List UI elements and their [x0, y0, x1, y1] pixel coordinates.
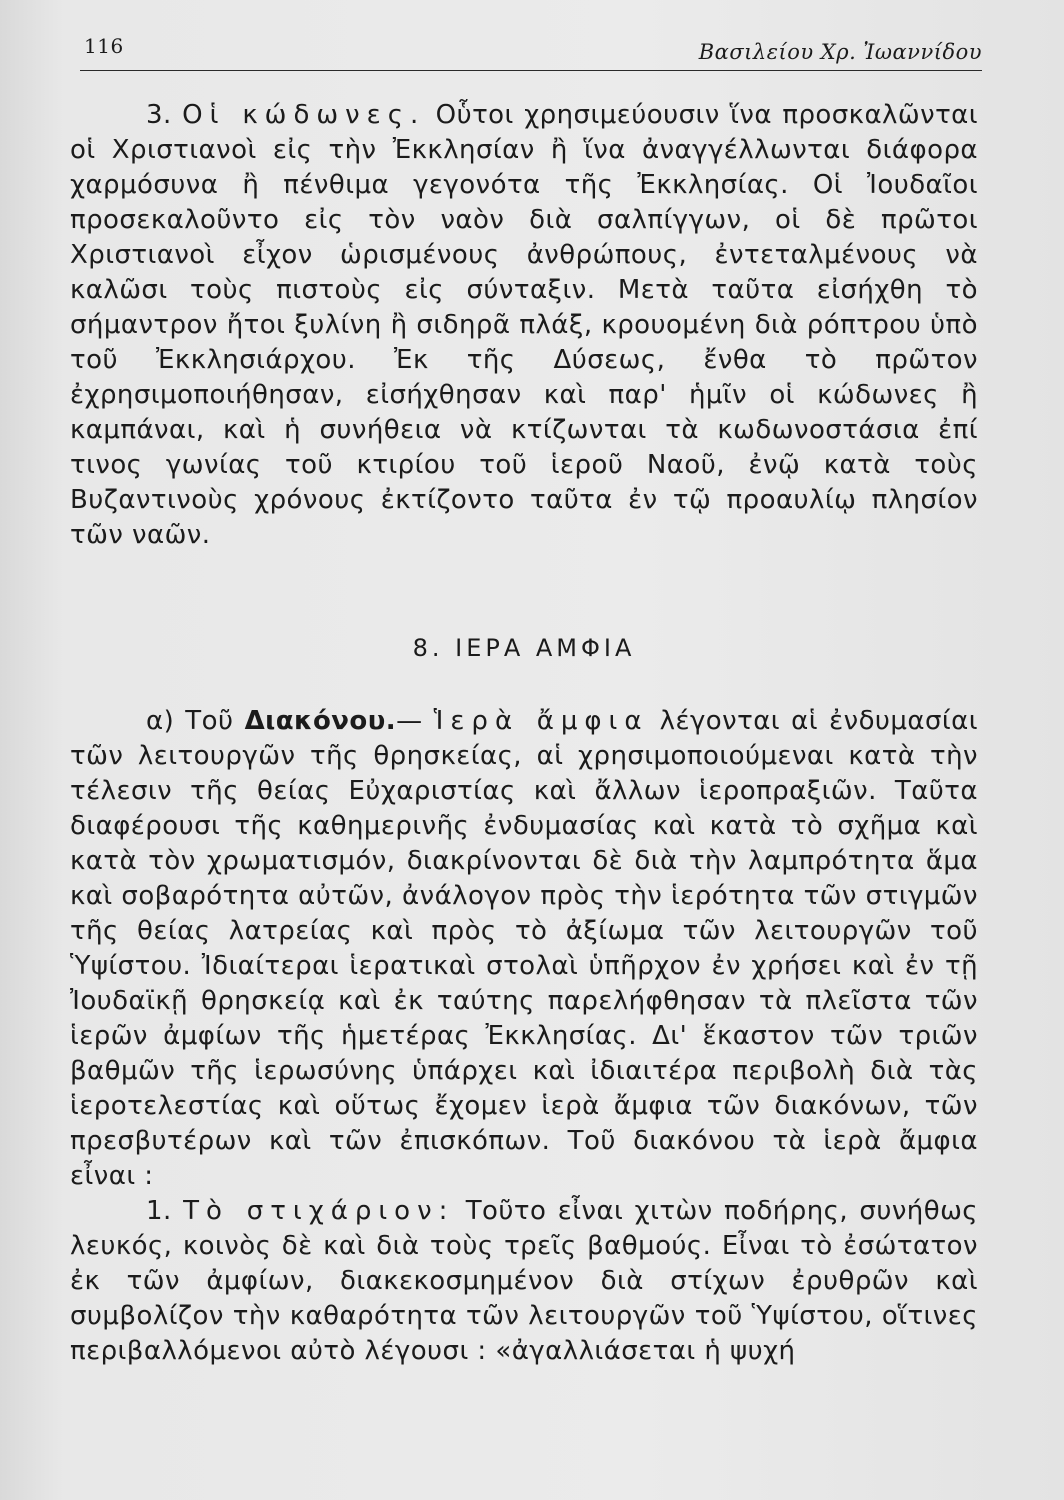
section-bells	[70, 98, 978, 553]
section-vestments	[70, 704, 978, 1369]
bells-text: Οὗτοι χρησιμεύουσιν ἵνα προσκαλῶνται οἱ Χριστιανοὶ εἰς τὴν Ἐκκλησίαν ἢ ἵνα ἀναγγέλλωνται διάφορα χαρμόσυνα ἢ πένθιμα γεγονότα τῆς Ἐκκλησίας. Οἱ Ἰουδαῖοι προσεκαλοῦντο εἰς τὸν ναὸν διὰ σαλπίγγων, οἱ δὲ πρῶτοι Χριστιανοὶ εἶχον ὡρισμένους ἀνθρώπους, ἐντεταλμένους νὰ καλῶσι τοὺς πιστοὺς εἰς σύνταξιν. Μετὰ ταῦτα εἰσήχθη τὸ σήμαντρον ἤτοι ξυλίνη ἢ σιδηρᾶ πλάξ, κρουομένη διὰ ρόπτρου ὑπὸ τοῦ Ἐκκλησιάρχου. Ἐκ τῆς Δύσεως, ἔνθα τὸ πρῶτον ἐχρησιμοποιήθησαν, εἰσήχθησαν καὶ παρ' ἡμῖν οἱ κώδωνες ἢ καμπάναι, καὶ ἡ συνήθεια νὰ κτίζωνται τὰ κωδωνοστάσια ἐπί τινος γωνίας τοῦ κτιρίου τοῦ ἱεροῦ Ναοῦ, ἐνῷ κατὰ τοὺς Βυζαντινοὺς χρόνους ἐκτίζοντο ταῦτα ἐν τῷ προαυλίῳ πλησίον τῶν ναῶν.	[70, 100, 979, 550]
paragraph-bells	[70, 98, 978, 553]
running-header	[80, 34, 982, 71]
sticharion-text: Τοῦτο εἶναι χιτὼν ποδήρης, συνήθως λευκός, κοινὸς δὲ καὶ διὰ τοὺς τρεῖς βαθμούς. Εἶναι τὸ ἐσώτατον ἐκ τῶν ἀμφίων, διακεκοσμημένον διὰ στίχων ἐρυθρῶν καὶ συμβολίζον τὴν καθαρότητα τῶν λειτουργῶν τοῦ Ὑψίστου, οἵτινες περιβαλλόμενοι αὐτὸ λέγουσι : «ἀγαλλιάσεται ἡ ψυχή	[70, 1196, 979, 1366]
subheading-deacon: Διακόνου.	[244, 706, 397, 736]
page-number: 116	[84, 34, 124, 58]
sticharion-number: 1.	[146, 1196, 172, 1226]
vestments-intro-text: λέγονται αἱ ἐνδυμασίαι τῶν λειτουργῶν τῆς θρησκείας, αἱ χρησιμοποιούμεναι κατὰ τὴν τέλεσιν τῆς θείας Εὐχαριστίας καὶ ἄλλων ἱεροπραξιῶν. Ταῦτα διαφέρουσι τῆς καθημερινῆς ἐνδυμασίας καὶ κατὰ τὸ σχῆμα καὶ κατὰ τὸν χρωματισμόν, διακρίνονται δὲ διὰ τὴν λαμπρότητα ἅμα καὶ σοβαρότητα αὐτῶν, ἀνάλογον πρὸς τὴν ἱερότητα τῶν στιγμῶν τῆς θείας λατρείας καὶ πρὸς τὸ ἀξίωμα τῶν λειτουργῶν τοῦ Ὑψίστου. Ἰδιαίτεραι ἱερατικαὶ στολαὶ ὑπῆρχον ἐν χρήσει καὶ ἐν τῇ Ἰουδαϊκῇ θρησκείᾳ καὶ ἐκ ταύτης παρελήφθησαν τὰ πλεῖστα τῶν ἱερῶν ἀμφίων τῆς ἡμετέρας Ἐκκλησίας. Δι' ἕκαστον τῶν τριῶν βαθμῶν τῆς ἱερωσύνης ὑπάρχει καὶ ἰδιαιτέρα περιβολὴ διὰ τὰς ἱεροτελεστίας καὶ οὕτως ἔχομεν ἱερὰ ἄμφια τῶν διακόνων, τῶν πρεσβυτέρων καὶ τῶν ἐπισκόπων. Τοῦ διακόνου τὰ ἱερὰ ἄμφια εἶναι :	[70, 706, 979, 1191]
section-heading: 8. ΙΕΡΑ ΑΜΦΙΑ	[412, 634, 636, 662]
bells-term: Οἱ κώδωνες.	[182, 100, 426, 130]
sticharion-term: Τὸ στιχάριον:	[183, 1196, 455, 1226]
bells-number: 3.	[146, 100, 172, 130]
vestments-term: Ἱερὰ ἄμφια	[433, 706, 649, 736]
subheading-prefix: α) Τοῦ	[146, 706, 234, 736]
paragraph-deacon	[70, 704, 978, 1194]
running-header-author: Βασιλείου Χρ. Ἰωαννίδου	[698, 40, 982, 64]
paragraph-sticharion	[70, 1194, 978, 1369]
subheading-dash: —	[396, 706, 423, 736]
